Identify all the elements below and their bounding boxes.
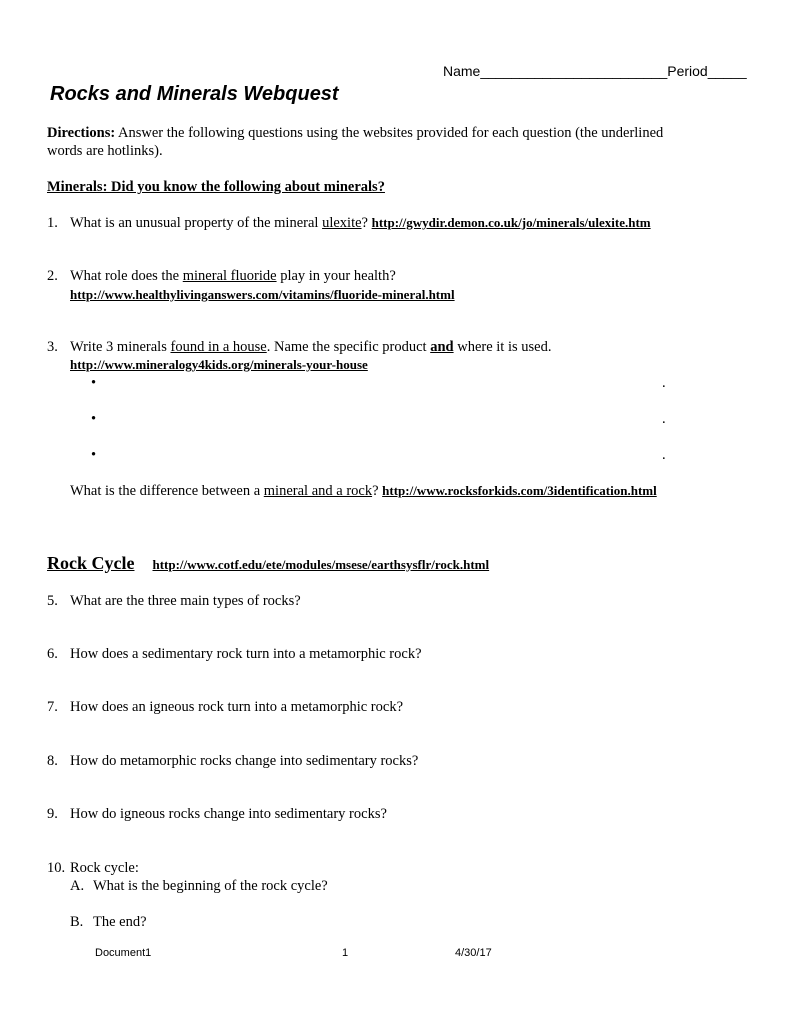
question-10 [47, 860, 139, 877]
question-number: 10. [47, 860, 66, 876]
question-text: How do igneous rocks change into sedimentary rocks? [70, 806, 387, 822]
question-number: 2. [47, 268, 58, 284]
bullet-1: • [91, 375, 97, 391]
house-url-link[interactable]: http://www.mineralogy4kids.org/minerals-your-house [70, 357, 368, 372]
question-number: 7. [47, 699, 58, 715]
question-1 [47, 215, 651, 232]
question-text: What is the beginning of the rock cycle? [93, 878, 328, 894]
question-number: 5. [47, 593, 58, 609]
house-hotlink[interactable]: found in a house [170, 339, 267, 355]
question-9 [47, 806, 387, 823]
bullet-2-end: . [662, 411, 666, 427]
question-text: What role does the [70, 268, 183, 284]
question-text: Rock cycle: [70, 860, 139, 876]
directions-text-1: Answer the following questions using the websites provided for each question (the underlined [118, 125, 664, 141]
ulexite-url-link[interactable]: http://gwydir.demon.co.uk/jo/minerals/ulexite.htm [371, 215, 651, 230]
question-text-end: ? [372, 483, 383, 499]
footer-date: 4/30/17 [455, 947, 492, 959]
question-4 [70, 483, 657, 500]
rock-cycle-heading: Rock Cycle [47, 553, 135, 573]
question-10b [70, 914, 147, 931]
name-period-line [443, 63, 747, 79]
directions-line1 [47, 125, 663, 142]
bullet-1-end: . [662, 375, 666, 391]
question-8 [47, 753, 418, 770]
question-6 [47, 646, 422, 663]
fluoride-url-link[interactable]: http://www.healthylivinganswers.com/vitamins/fluoride-mineral.html [70, 287, 455, 302]
question-text-mid: . Name the specific product [266, 339, 431, 355]
name-label: Name [443, 63, 481, 79]
minerals-heading: Minerals: Did you know the following about minerals? [47, 179, 385, 195]
question-letter: B. [70, 914, 84, 930]
question-number: 9. [47, 806, 58, 822]
question-text: The end? [93, 914, 147, 930]
question-letter: A. [70, 878, 85, 894]
question-5 [47, 593, 301, 610]
question-text: What is an unusual property of the mineral [70, 215, 323, 231]
question-text: What are the three main types of rocks? [70, 593, 301, 609]
question-text-end: play in your health? [276, 268, 396, 284]
question-number: 1. [47, 215, 58, 231]
footer-document-name: Document1 [95, 947, 152, 959]
footer-page-number: 1 [342, 947, 349, 959]
bullet-3-end: . [662, 447, 666, 463]
ulexite-hotlink[interactable]: ulexite [322, 215, 362, 231]
question-text: How does an igneous rock turn into a metamorphic rock? [70, 699, 404, 715]
question-text-end: ? [361, 215, 368, 231]
directions-line2: words are hotlinks). [47, 143, 163, 159]
question-2 [47, 268, 396, 285]
question-number: 6. [47, 646, 58, 662]
rock-cycle-url-link[interactable]: http://www.cotf.edu/ete/modules/msese/earthsysflr/rock.html [152, 557, 490, 572]
question-number: 8. [47, 753, 58, 769]
question-10a [70, 878, 328, 895]
question-text: How do metamorphic rocks change into sedimentary rocks? [70, 753, 419, 769]
question-3 [47, 339, 551, 356]
question-text: What is the difference between a [70, 483, 264, 499]
question-text: How does a sedimentary rock turn into a metamorphic rock? [70, 646, 422, 662]
bullet-2: • [91, 411, 97, 427]
question-text-end: where it is used. [453, 339, 552, 355]
directions-label: Directions: [47, 125, 116, 141]
question-number: 3. [47, 339, 58, 355]
page-title: Rocks and Minerals Webquest [50, 83, 339, 105]
period-label: Period [667, 63, 708, 79]
bullet-3: • [91, 447, 97, 463]
rock-cycle-heading-row [47, 553, 489, 574]
fluoride-hotlink[interactable]: mineral fluoride [182, 268, 277, 284]
mineral-rock-hotlink[interactable]: mineral and a rock [263, 483, 373, 499]
question-7 [47, 699, 403, 716]
rocksforkids-url-link[interactable]: http://www.rocksforkids.com/3identification.html [382, 483, 657, 498]
question-text: Write 3 minerals [70, 339, 171, 355]
name-blank[interactable]: ________________________ [480, 63, 668, 79]
period-blank[interactable]: _____ [707, 63, 747, 79]
and-emphasis: and [430, 339, 454, 355]
